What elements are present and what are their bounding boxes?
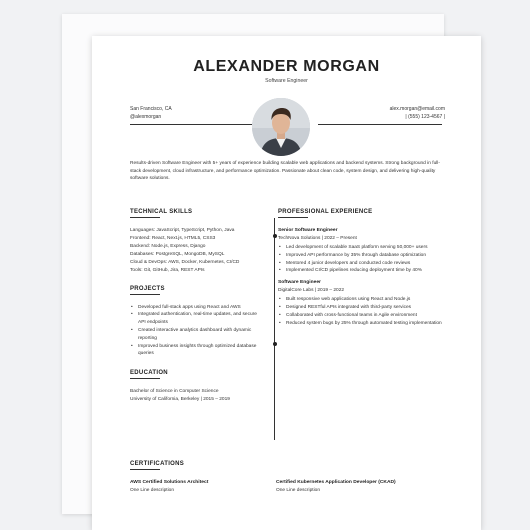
certifications-heading-rule: [130, 469, 160, 470]
projects-heading-rule: [130, 294, 160, 295]
timeline-dot-2: [273, 342, 277, 346]
profile-photo: [252, 98, 310, 156]
certification-name: AWS Certified Solutions Architect: [130, 480, 209, 485]
skill-line: Backend: Node.js, Express, Django: [130, 244, 206, 250]
skills-heading: TECHNICAL SKILLS: [130, 209, 193, 215]
job-entry-2: [278, 279, 442, 327]
job-entry-meta: DigitalCore Labs | 2019 – 2022: [278, 288, 345, 294]
left-column: [130, 209, 260, 404]
project-item: • Created interactive analytics dashboard with dynamic reporting: [130, 327, 260, 343]
certification-item: [276, 479, 422, 495]
email-text: alex.morgan@email.com: [389, 106, 445, 112]
job-bullet: • Collaborated with cross-functional teams in Agile environment: [278, 312, 442, 320]
certification-name: Certified Kubernetes Application Developer (CKAD): [276, 480, 396, 485]
skill-line: Tools: Git, GitHub, Jira, REST APIs: [130, 268, 205, 274]
header-rule-left: [130, 124, 252, 125]
project-item: • Improved business insights through optimized database queries: [130, 343, 260, 359]
certifications-heading: CERTIFICATIONS: [130, 461, 185, 467]
column-divider: [274, 218, 275, 440]
education-heading-rule: [130, 378, 160, 379]
job-bullet: • Designed RESTful APIs integrated with third-party services: [278, 304, 442, 312]
job-entry-1: [278, 227, 442, 275]
job-entry-meta: TechNova Solutions | 2022 – Present: [278, 236, 357, 241]
job-bullet: • Reduced system bugs by 25% through automated testing implementation: [278, 320, 442, 328]
candidate-name: ALEXANDER MORGAN: [193, 58, 380, 75]
certifications-section: [130, 461, 442, 495]
skill-line: Languages: JavaScript, TypeScript, Python, Java: [130, 228, 235, 233]
experience-heading-rule: [278, 217, 308, 218]
certification-item: [130, 479, 276, 495]
timeline-dot-1: [273, 234, 277, 238]
summary-paragraph: Results-driven Software Engineer with 5+ years of experience building scalable web applications and backend systems. Strong background in full-stack development, cloud infrastructure, and performance optimization. Passionate about clean code, system design, and delivering high-quality software solutions.: [130, 161, 440, 182]
job-bullet: • Built responsive web applications using React and Node.js: [278, 296, 442, 304]
phone-text: | (555) 123-4567 |: [405, 113, 445, 120]
job-bullet: • Mentored 4 junior developers and conducted code reviews: [278, 260, 442, 268]
resume-page: [92, 36, 481, 530]
job-bullet: • Led development of scalable SaaS platform serving 50,000+ users: [278, 244, 442, 252]
job-title: Software Engineer: [265, 78, 308, 84]
experience-heading: PROFESSIONAL EXPERIENCE: [278, 209, 373, 215]
job-bullet: • Implemented CI/CD pipelines reducing deployment time by 40%: [278, 267, 442, 275]
certification-description: One Line description: [276, 488, 320, 493]
profile-photo-image: [252, 98, 310, 156]
contact-right: [390, 106, 445, 121]
job-entry-title: Software Engineer: [278, 280, 321, 286]
certification-description: One Line description: [130, 488, 174, 493]
skill-line: Frontend: React, Next.js, HTML5, CSS3: [130, 236, 216, 242]
right-column: [278, 209, 442, 327]
job-bullet: • Improved API performance by 35% through database optimization: [278, 252, 442, 260]
skill-line: Databases: PostgreSQL, MongoDB, MySQL: [130, 252, 225, 258]
school-text: University of California, Berkeley | 2015 – 2019: [130, 397, 230, 403]
skills-heading-rule: [130, 217, 160, 218]
job-entry-title: Senior Software Engineer: [278, 228, 338, 233]
degree-text: Bachelor of Science in Computer Science: [130, 389, 219, 395]
header-rule-right: [318, 124, 442, 125]
education-heading: EDUCATION: [130, 370, 168, 377]
location-text: San Francisco, CA: [130, 106, 172, 112]
contact-left: [130, 106, 172, 121]
handle-text: @alexmorgan: [130, 113, 162, 120]
skill-line: Cloud & DevOps: AWS, Docker, Kubernetes, CI/CD: [130, 260, 240, 266]
projects-heading: PROJECTS: [130, 285, 165, 292]
project-item: • Integrated authentication, real-time updates, and secure API endpoints: [130, 311, 260, 327]
project-item: • Developed full-stack apps using React and AWS: [130, 304, 260, 312]
